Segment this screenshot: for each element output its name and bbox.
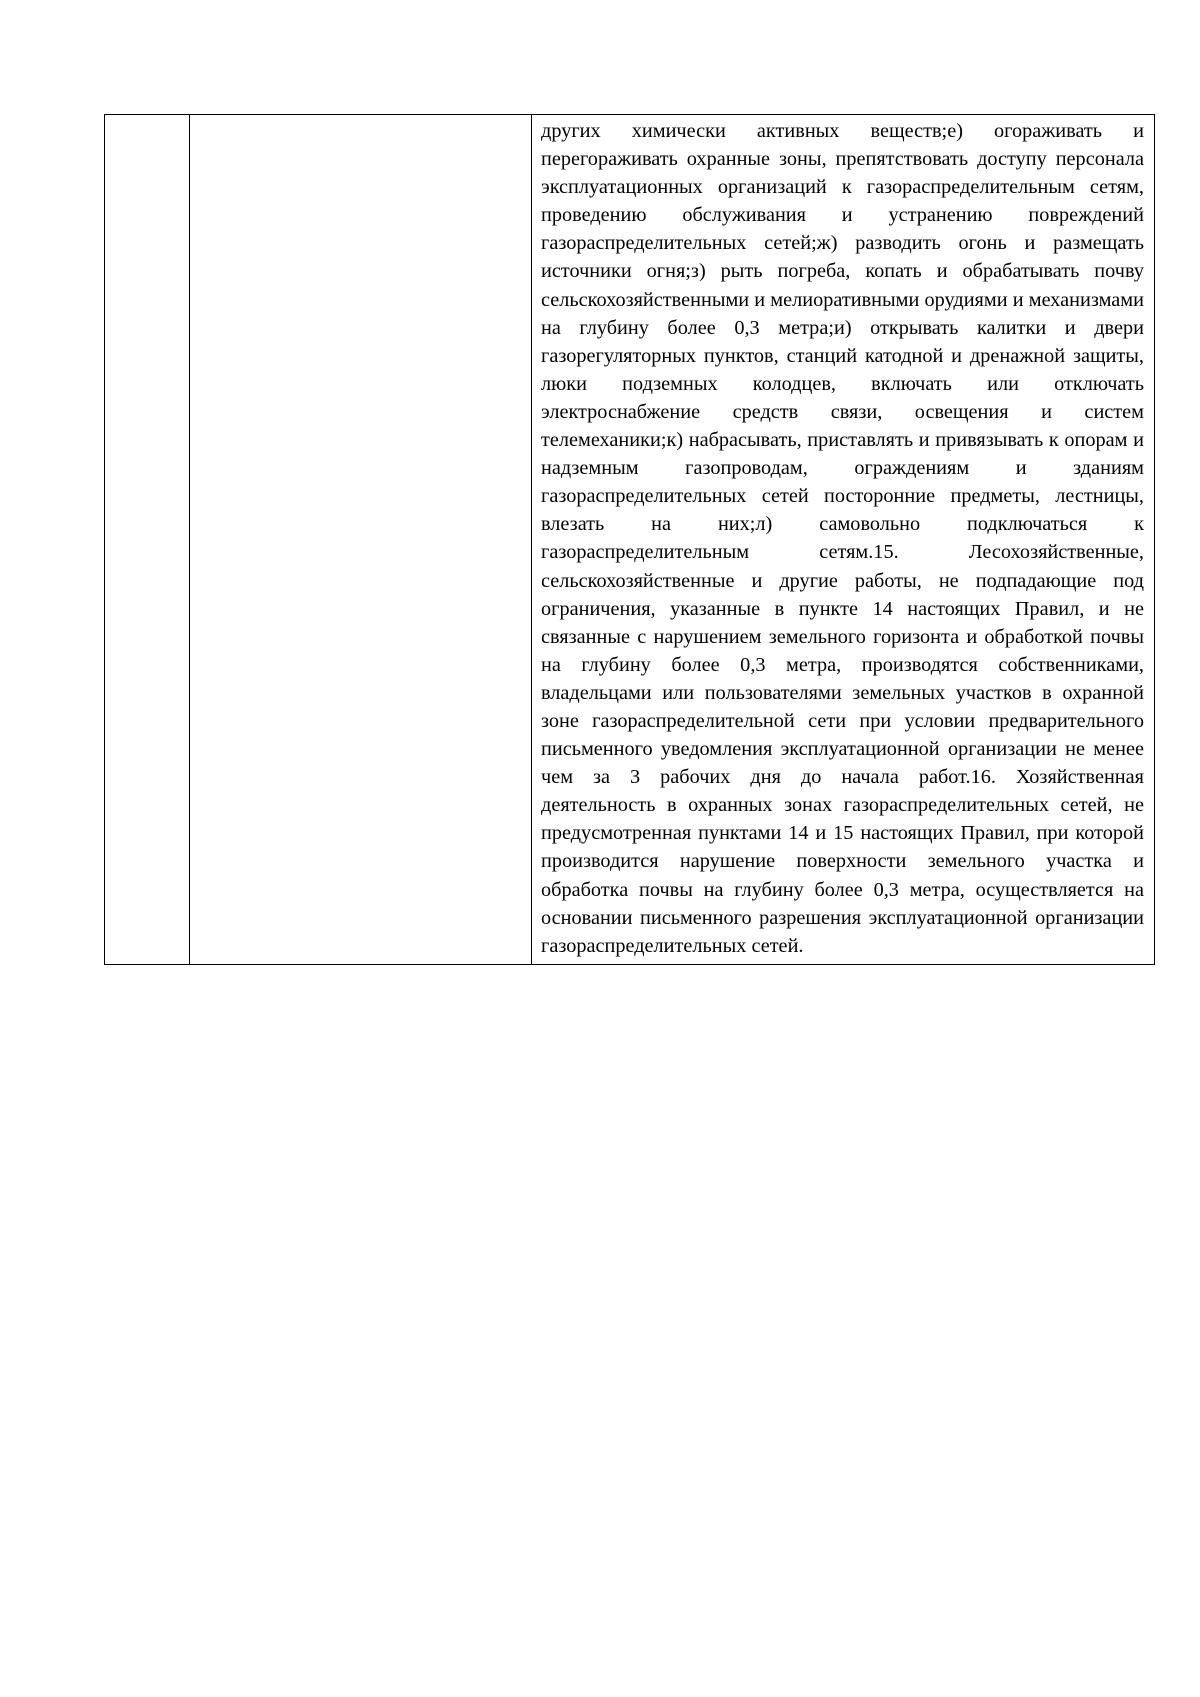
cell-text-number: [105, 115, 189, 121]
table-cell-number: [105, 115, 190, 965]
table-row: [105, 115, 1155, 965]
cell-text-title: [190, 115, 531, 121]
table-cell-content: [532, 115, 1155, 965]
cell-text-content: других химически активных веществ;е) огораживать и перегораживать охранные зоны, препятствовать доступу персонала эксплуатационных организаций к газораспределительным сетям, проведению обслуживания и устранению повреждений газораспределительных сетей;ж) разводить огонь и размещать источники огня;з) рыть погреба, копать и обрабатывать почву сельскохозяйственными и мелиоративными орудиями и механизмами на глубину более 0,3 метра;и) открывать калитки и двери газорегуляторных пунктов, станций катодной и дренажной защиты, люки подземных колодцев, включать или отключать электроснабжение средств связи, освещения и систем телемеханики;к) набрасывать, приставлять и привязывать к опорам и надземным газопроводам, ограждениям и зданиям газораспределительных сетей посторонние предметы, лестницы, влезать на них;л) самовольно подключаться к газораспределительным сетям.15. Лесохозяйственные, сельскохозяйственные и другие работы, не подпадающие под ограничения, указанные в пункте 14 настоящих Правил, и не связанные с нарушением земельного горизонта и обработкой почвы на глубину более 0,3 метра, производятся собственниками, владельцами или пользователями земельных участков в охранной зоне газораспределительной сети при условии предварительного письменного уведомления эксплуатационной организации не менее чем за 3 рабочих дня до начала работ.16. Хозяйственная деятельность в охранных зонах газораспределительных сетей, не предусмотренная пунктами 14 и 15 настоящих Правил, при которой производится нарушение поверхности земельного участка и обработка почвы на глубину более 0,3 метра, осуществляется на основании письменного разрешения эксплуатационной организации газораспределительных сетей.: [541, 120, 1144, 957]
document-table: [104, 114, 1155, 965]
table-cell-title: [190, 115, 532, 965]
